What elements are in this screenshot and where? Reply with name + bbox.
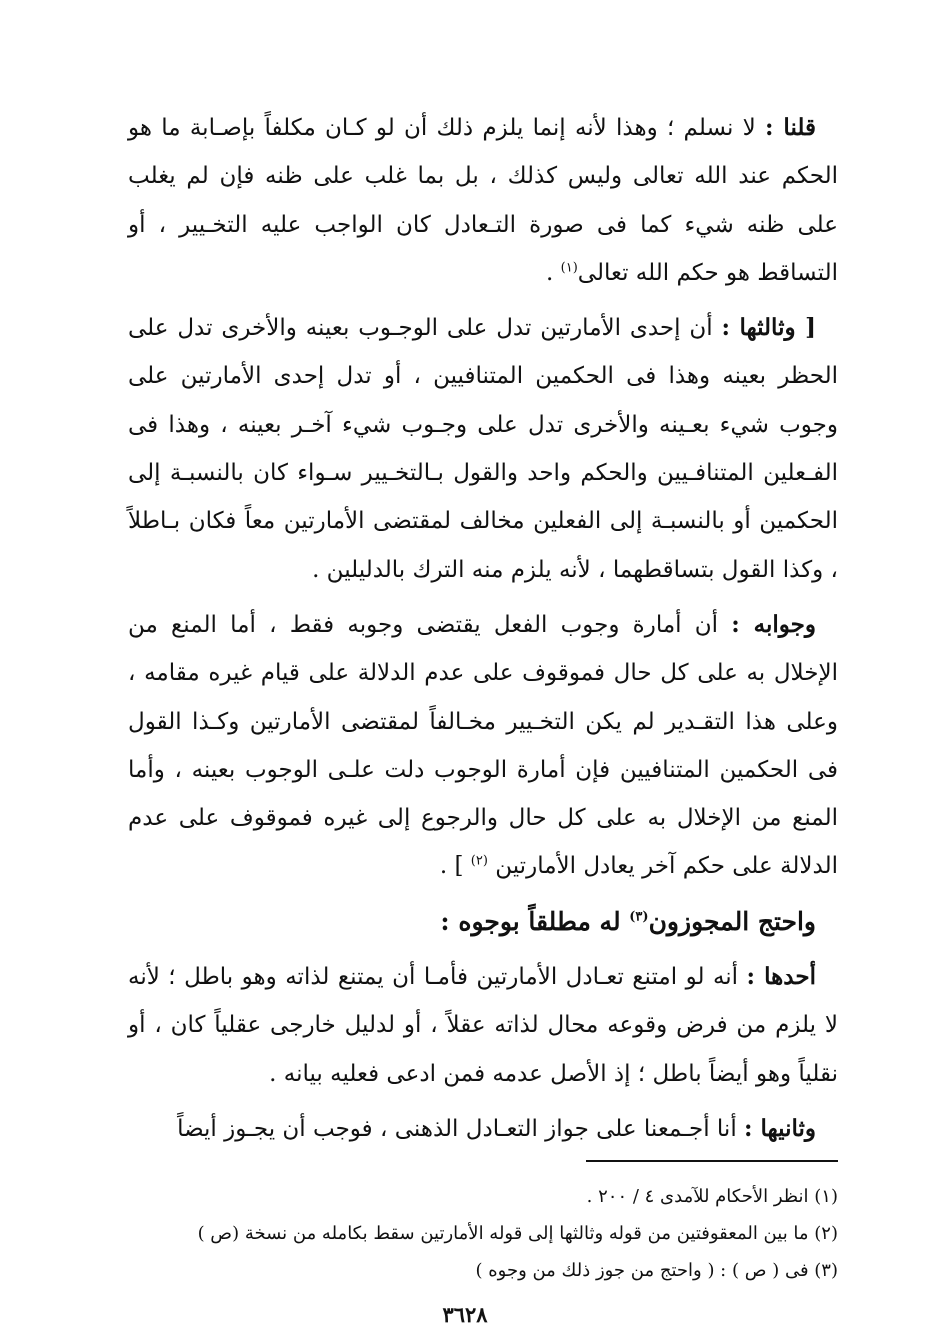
paragraph-tail: ] . [439, 853, 464, 880]
footnote-2: (٢) ما بين المعقوفتين من قوله وثالثها إلى قوله الأمارتين سقط بكامله من نسخة (ص ) [197, 1223, 838, 1244]
footnote-1: (١) انظر الأحكام للآمدى ٤ / ٢٠٠ . [586, 1186, 838, 1207]
paragraph-3 [128, 601, 838, 891]
paragraph-tail: . [546, 259, 554, 286]
heading-text: واحتج المجوزون [648, 906, 816, 936]
paragraph-text: لا نسلم ؛ وهذا لأنه إنما يلزم ذلك أن لو كـان مكلفاً بإصـابة ما هو الحكم عند الله تعالى وليس كذلك ، بل بما غلب على ظنه فإن لم يغلب على ظنه شيء كما فى صورة التـعادل كان الواجب عليه التخـيير ، أو التساقط هو حكم الله تعالى [128, 115, 838, 286]
paragraph-4 [128, 953, 838, 1098]
footnote-3: (٣) فى ( ص ) : ( واحتج من جوز ذلك من وجوه ) [475, 1260, 838, 1281]
paragraph-lead: قلنا : [765, 114, 816, 141]
footnote-ref: (٢) [470, 853, 488, 869]
footnotes [128, 1178, 838, 1289]
paragraph-lead: [ وثالثها : [721, 314, 816, 342]
footnote-ref: (١) [560, 260, 578, 276]
paragraph-text: أن أمارة وجوب الفعل يقتضى وجوبه فقط ، أما المنع من الإخلال به على كل حال فموقوف على عدم الدلالة على قيام غيره مقامه ، وعلى هذا التقـدير لم يكن التخـيير مخـالفاً لمقتضى الأمارتين وكـذا القول فى الحكمين المتنافيين فإن أمارة الوجوب دلت علـى الوجوب بعينه ، وأما المنع من الإخلال به على كل حال والرجوع إلى غيره فموقوف على عدم الدلالة على حكم آخر يعادل الأمارتين [128, 611, 838, 880]
paragraph-text: أنه لو امتنع تعـادل الأمارتين فأمـا أن يمتنع لذاته وهو باطل ؛ لأنه لا يلزم من فرض وقوعه محال لذاته عقلاً ، أو لدليل خارجى عقلياً كان ، أو نقلياً وهو أيضاً باطل ؛ إذ الأصل عدمه فمن ادعى فعليه بيانه . [128, 964, 838, 1087]
paragraph-lead: وثانيها : [744, 1114, 816, 1142]
footnote-divider [586, 1160, 838, 1162]
heading-text-end: له مطلقاً بوجوه : [440, 906, 630, 936]
paragraph-lead: وجوابه : [731, 610, 816, 638]
paragraph-text: أن إحدى الأمارتين تدل على الوجـوب بعينه والأخرى تدل على الحظر بعينه وهذا فى الحكمين المتنافيين ، أو تدل إحدى الأمارتين على وجوب شيء بعـينه والأخرى تدل على وجـوب شيء آخـر بعينه ، وهذا فى الفـعلين المتنافـيين والحكم واحد والقول بـالتخـيير سـواء كان بالنسبـة إلى الحكمين أو بالنسبـة إلى الفعلين مخالف لمقتضى الأمارتين معاً فكان بـاطلاً ، وكذا القول بتساقطهما ، لأنه يلزم منه الترك بالدليلين . [128, 315, 838, 583]
paragraph-2 [128, 304, 838, 594]
page-number: ٣٦٢٨ [442, 1302, 488, 1327]
section-heading [128, 898, 838, 946]
paragraph-1 [128, 104, 838, 297]
footnote-ref: (٣) [629, 909, 649, 925]
body-text [128, 104, 838, 1160]
paragraph-5 [128, 1105, 838, 1153]
paragraph-text: أنا أجـمعنا على جواز التعـادل الذهنى ، فوجب أن يجـوز أيضاً [177, 1115, 745, 1142]
paragraph-lead: أحدها : [746, 963, 816, 991]
